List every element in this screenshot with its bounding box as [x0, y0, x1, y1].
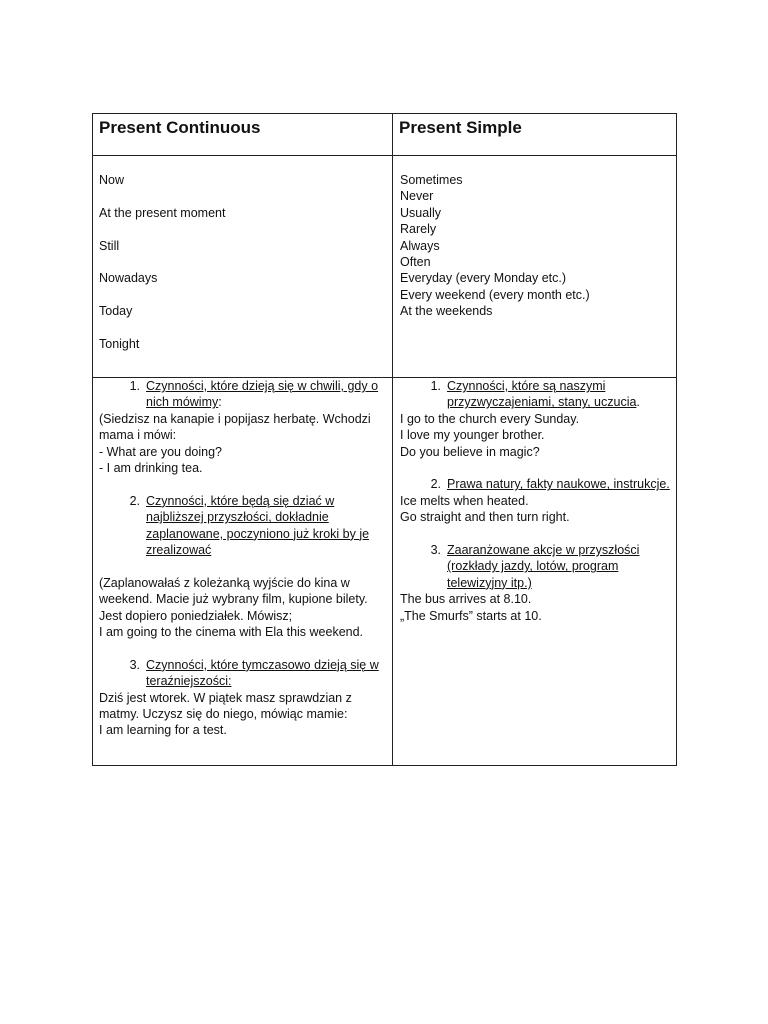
example-line: - I am drinking tea.: [99, 461, 203, 476]
time-expression: At the weekends: [400, 304, 493, 319]
rule-title-wrap: [146, 657, 384, 690]
example-line: Do you believe in magic?: [400, 444, 540, 459]
header-cell-simple: [393, 114, 677, 156]
rule-title-wrap: [447, 542, 670, 591]
rule-title-wrap: [447, 378, 670, 411]
spacer: [99, 640, 384, 656]
time-expression: Everyday (every Monday etc.): [400, 271, 567, 286]
rule-title: Zaaranżowane akcje w przyszłości (rozkłady jazdy, lotów, program telewizyjny itp.): [447, 543, 640, 590]
rule-title: Czynności, które tymczasowo dzieją się w teraźniejszości:: [146, 657, 379, 689]
time-expression: Often: [400, 254, 431, 269]
spacer: [99, 558, 384, 574]
rule-title-suffix: :: [218, 395, 222, 410]
rule-number: 3.: [430, 543, 441, 558]
example-line: I love my younger brother.: [400, 428, 545, 443]
rule-title-wrap: [146, 378, 384, 411]
rule-number: 3.: [129, 657, 140, 672]
time-expression: Tonight: [99, 336, 140, 351]
usage-rule: [99, 493, 384, 559]
time-expression: Now: [99, 173, 125, 187]
simple-time-expressions-cell: [393, 156, 677, 378]
example-line: Go straight and then turn right.: [400, 510, 570, 525]
usage-rule: [99, 378, 384, 411]
rule-number: 1.: [129, 379, 140, 393]
header-present-simple: Present Simple: [399, 118, 522, 137]
time-expression: Usually: [400, 205, 441, 220]
example-line: „The Smurfs” starts at 10.: [400, 608, 542, 623]
continuous-time-expressions: [93, 156, 392, 352]
example-line: I am learning for a test.: [99, 723, 227, 738]
rule-title-wrap: [447, 476, 670, 492]
header-present-continuous: Present Continuous: [99, 118, 261, 137]
rule-number: 2.: [430, 477, 441, 492]
example-line: I am going to the cinema with Ela this weekend.: [99, 625, 364, 640]
rule-title: Czynności, które dzieją się w chwili, gdy o nich mówimy: [146, 379, 379, 410]
rule-title-suffix: .: [636, 395, 640, 410]
header-cell-continuous: [93, 114, 393, 156]
rule-number: 2.: [129, 493, 140, 508]
rule-title-wrap: [146, 493, 384, 559]
time-expression: At the present moment: [99, 205, 226, 220]
usage-rule: [400, 542, 670, 591]
usage-rule: [400, 476, 670, 492]
time-expression: Always: [400, 238, 440, 253]
continuous-uses-cell: [93, 378, 393, 766]
example-line: Dziś jest wtorek. W piątek masz sprawdzian z matmy. Uczysz się do niego, mówiąc mamie:: [99, 690, 356, 722]
example-line: (Siedzisz na kanapie i popijasz herbatę. Wchodzi mama i mówi:: [99, 411, 375, 443]
example-line: - What are you doing?: [99, 444, 222, 459]
tenses-comparison-table: [92, 113, 677, 766]
time-expression: Nowadays: [99, 271, 158, 286]
rule-title: Czynności, które są naszymi przyzwyczajeniami, stany, uczucia: [447, 379, 637, 410]
example-line: The bus arrives at 8.10.: [400, 592, 532, 607]
continuous-time-expressions-cell: [93, 156, 393, 378]
time-expression: Today: [99, 304, 133, 319]
spacer: [400, 460, 670, 476]
simple-uses-cell: [393, 378, 677, 766]
continuous-uses: [93, 378, 392, 739]
example-line: Ice melts when heated.: [400, 493, 529, 508]
rule-title: Prawa natury, fakty naukowe, instrukcje.: [447, 477, 670, 492]
example-line: I go to the church every Sunday.: [400, 411, 580, 426]
rule-title: Czynności, które będą się dziać w najbliższej przyszłości, dokładnie zaplanowane, poczyniono już kroki by je zrealizować: [146, 493, 370, 558]
usage-rule: [99, 657, 384, 690]
spacer: [99, 476, 384, 492]
time-expression: Every weekend (every month etc.): [400, 287, 590, 302]
rule-number: 1.: [430, 379, 441, 393]
example-line: (Zaplanowałaś z koleżanką wyjście do kina w weekend. Macie już wybrany film, kupione bilety. Jest dopiero poniedziałek. Mówisz;: [99, 575, 372, 623]
simple-uses: [393, 378, 676, 624]
time-expression: Never: [400, 189, 434, 204]
spacer: [400, 526, 670, 542]
time-expression: Still: [99, 238, 120, 253]
time-expression: Rarely: [400, 222, 437, 237]
simple-time-expressions: [393, 156, 676, 320]
usage-rule: [400, 378, 670, 411]
time-expression: Sometimes: [400, 173, 463, 187]
